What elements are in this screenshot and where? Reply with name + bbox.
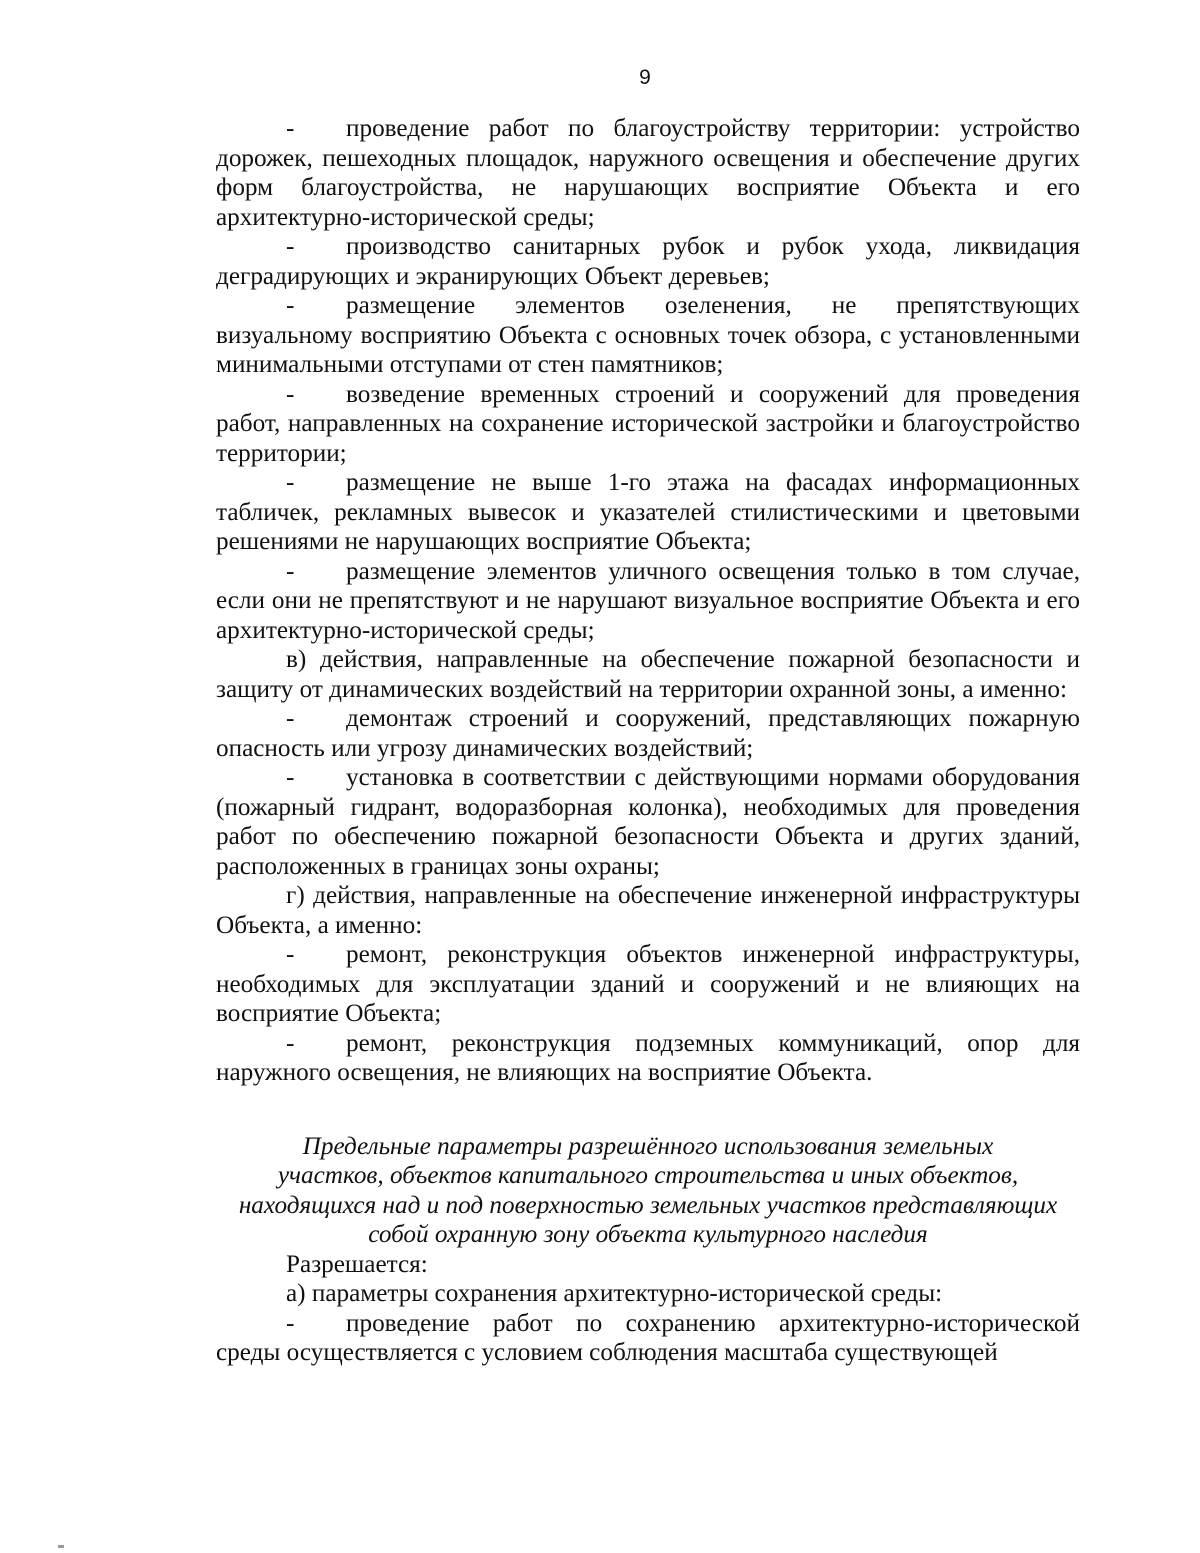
list-item xyxy=(216,940,1080,1029)
paragraph-text: ремонт, реконструкция объектов инженерной инфраструктуры, необходимых для эксплуатации зданий и сооружений и не влияющих на восприятие Объекта; xyxy=(216,941,1080,1027)
list-item xyxy=(216,704,1080,763)
paragraph-text: ремонт, реконструкция подземных коммуникаций, опор для наружного освещения, не влияющих на восприятие Объекта. xyxy=(216,1029,1080,1086)
page-number: 9 xyxy=(639,66,651,89)
list-block-top xyxy=(216,114,1080,1088)
list-item xyxy=(216,114,1080,232)
list-dash: - xyxy=(286,469,295,496)
paragraph-text: демонтаж строений и сооружений, представляющих пожарную опасность или угрозу динамических воздействий; xyxy=(216,705,1080,762)
paragraph-text: Разрешается: xyxy=(286,1250,428,1278)
paragraph xyxy=(216,1250,1080,1280)
list-item xyxy=(216,380,1080,469)
paragraph-text: размещение элементов озеленения, не препятствующих визуальному восприятию Объекта с основных точек обзора, с установленными минимальными отступами от стен памятников; xyxy=(216,292,1080,378)
list-dash: - xyxy=(286,115,295,142)
list-item xyxy=(216,468,1080,557)
paragraph-text: возведение временных строений и сооружений для проведения работ, направленных на сохранение исторической застройки и благоустройство территории; xyxy=(216,380,1080,467)
list-dash: - xyxy=(286,1029,295,1057)
heading-line: находящихся над и под поверхностью земельных участков представляющих xyxy=(238,1191,1058,1219)
paragraph-text: г) действия, направленные на обеспечение инженерной инфраструктуры Объекта, а именно: xyxy=(216,882,1080,939)
list-dash: - xyxy=(286,292,295,319)
paragraph xyxy=(216,645,1080,704)
heading-line: участков, объектов капитального строительства и иных объектов, xyxy=(277,1162,1019,1189)
document-body xyxy=(216,114,1080,1368)
paragraph-text: проведение работ по благоустройству территории: устройство дорожек, пешеходных площадок, наружного освещения и обеспечение других форм благоустройства, не нарушающих восприятие Объекта и его архитектурно-исторической среды; xyxy=(216,115,1080,231)
paragraph-text: производство санитарных рубок и рубок ухода, ликвидация деградирующих и экранирующих Объект деревьев; xyxy=(216,233,1080,290)
list-item xyxy=(216,557,1080,646)
list-item xyxy=(216,763,1080,881)
list-dash: - xyxy=(286,1309,295,1337)
section-heading xyxy=(216,1132,1080,1250)
paragraph-text: а) параметры сохранения архитектурно-исторической среды: xyxy=(286,1280,943,1307)
paragraph-text: установка в соответствии с действующими нормами оборудования (пожарный гидрант, водоразборная колонка), необходимых для проведения работ по обеспечению пожарной безопасности Объекта и других зданий, расположенных в границах зоны охраны; xyxy=(216,764,1080,880)
list-dash: - xyxy=(286,233,295,260)
list-dash: - xyxy=(286,764,295,791)
list-item xyxy=(216,1029,1080,1088)
paragraph-text: в) действия, направленные на обеспечение пожарной безопасности и защиту от динамических воздействий на территории охранной зоны, а именно: xyxy=(216,646,1080,703)
list-item xyxy=(216,291,1080,380)
heading-line: Предельные параметры разрешённого использования земельных xyxy=(302,1132,994,1160)
list-dash: - xyxy=(286,380,295,408)
paragraph-text: размещение не выше 1-го этажа на фасадах информационных табличек, рекламных вывесок и указателей стилистическими и цветовыми решениями не нарушающих восприятие Объекта; xyxy=(216,469,1080,555)
paragraph xyxy=(216,881,1080,940)
scan-artifact xyxy=(58,1545,64,1548)
list-item xyxy=(216,1309,1080,1368)
paragraph xyxy=(216,1279,1080,1309)
list-item xyxy=(216,232,1080,291)
list-block-bottom xyxy=(216,1250,1080,1368)
heading-line: собой охранную зону объекта культурного наследия xyxy=(368,1221,928,1248)
list-dash: - xyxy=(286,557,295,585)
paragraph-text: проведение работ по сохранению архитектурно-исторической среды осуществляется с условием соблюдения масштаба существующей xyxy=(216,1309,1080,1366)
list-dash: - xyxy=(286,705,295,732)
list-dash: - xyxy=(286,941,295,968)
paragraph-text: размещение элементов уличного освещения только в том случае, если они не препятствуют и не нарушают визуальное восприятие Объекта и его архитектурно-исторической среды; xyxy=(216,557,1080,644)
